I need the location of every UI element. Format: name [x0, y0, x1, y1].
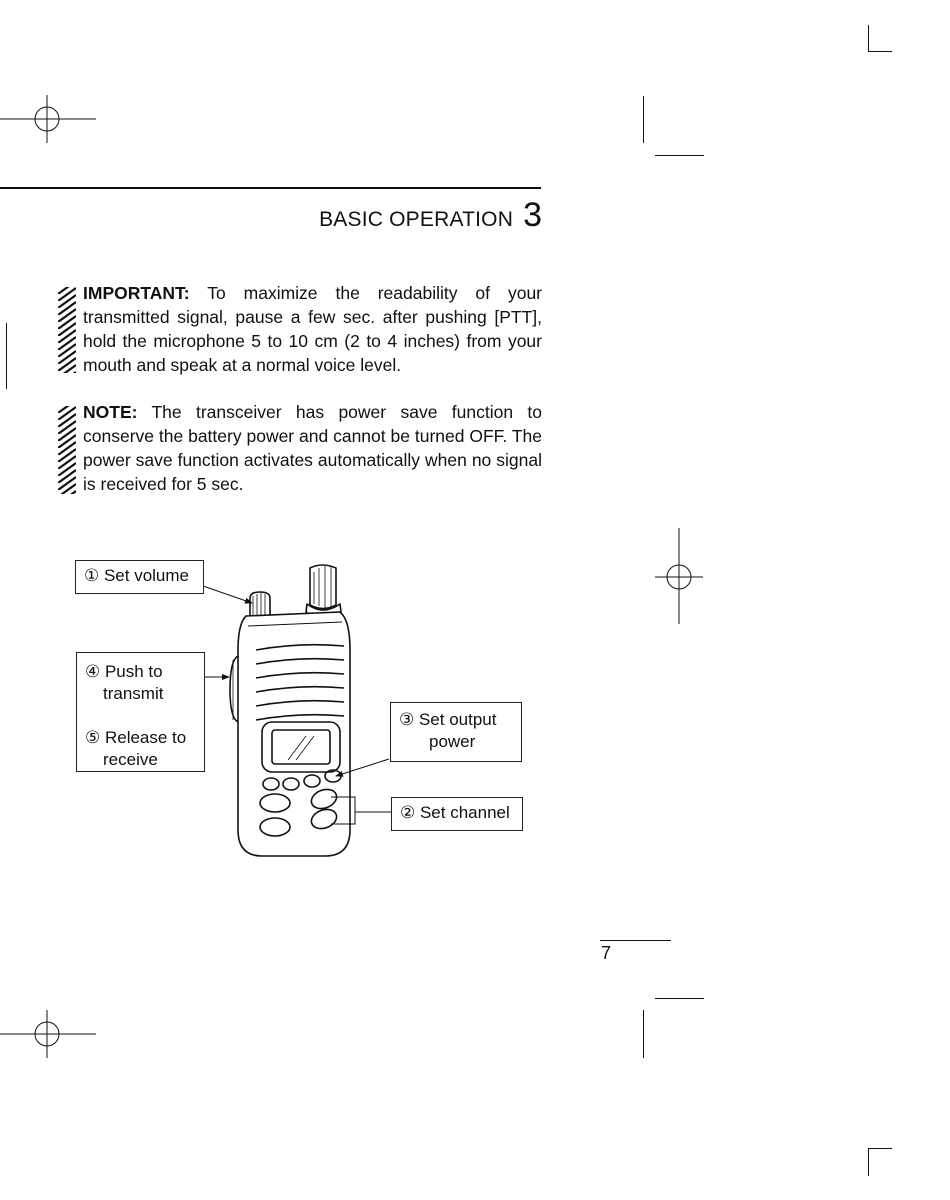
callout-set-volume-label: ① Set volume — [84, 566, 190, 585]
callout-release-receive-line1: ⑤ Release to — [85, 728, 187, 747]
registration-mark-right — [655, 528, 705, 628]
callout-set-channel-label: ② Set channel — [400, 803, 510, 822]
crop-mark — [868, 25, 869, 52]
crop-mark — [655, 998, 704, 999]
registration-mark-bottom-left — [0, 1010, 100, 1060]
page-number-rule — [600, 940, 671, 941]
crop-mark — [868, 51, 892, 52]
crop-mark — [643, 96, 644, 143]
callout-output-power-line2: power — [429, 732, 476, 751]
crop-mark — [868, 1148, 892, 1149]
callout-set-volume — [75, 560, 204, 594]
important-label: IMPORTANT: — [83, 283, 190, 303]
note-label: NOTE: — [83, 402, 138, 422]
callout-push-transmit-line1: ④ Push to — [85, 662, 163, 681]
callout-output-power-line1: ③ Set output — [399, 710, 497, 729]
page-number: 7 — [601, 943, 612, 963]
crop-mark — [655, 155, 704, 156]
callout-release-receive-line2: receive — [103, 750, 158, 769]
crop-mark — [868, 1148, 869, 1176]
section-title: BASIC OPERATION — [319, 208, 514, 231]
callout-set-channel — [391, 797, 523, 831]
note-text: The transceiver has power save function to conserve the battery power and cannot be turned OFF. The power save function activates automatically when no signal is received for 5 sec. — [83, 402, 542, 494]
crop-mark — [643, 1010, 644, 1058]
section-number: 3 — [523, 196, 542, 234]
callout-ptt — [76, 652, 205, 772]
important-text: To maximize the readability of your transmitted signal, pause a few sec. after pushing [PTT], hold the microphone 5 to 10 cm (2 to 4 inches) from your mouth and speak at a normal voice level. — [83, 283, 542, 375]
callout-push-transmit-line2: transmit — [103, 684, 164, 703]
callout-output-power — [390, 702, 522, 762]
